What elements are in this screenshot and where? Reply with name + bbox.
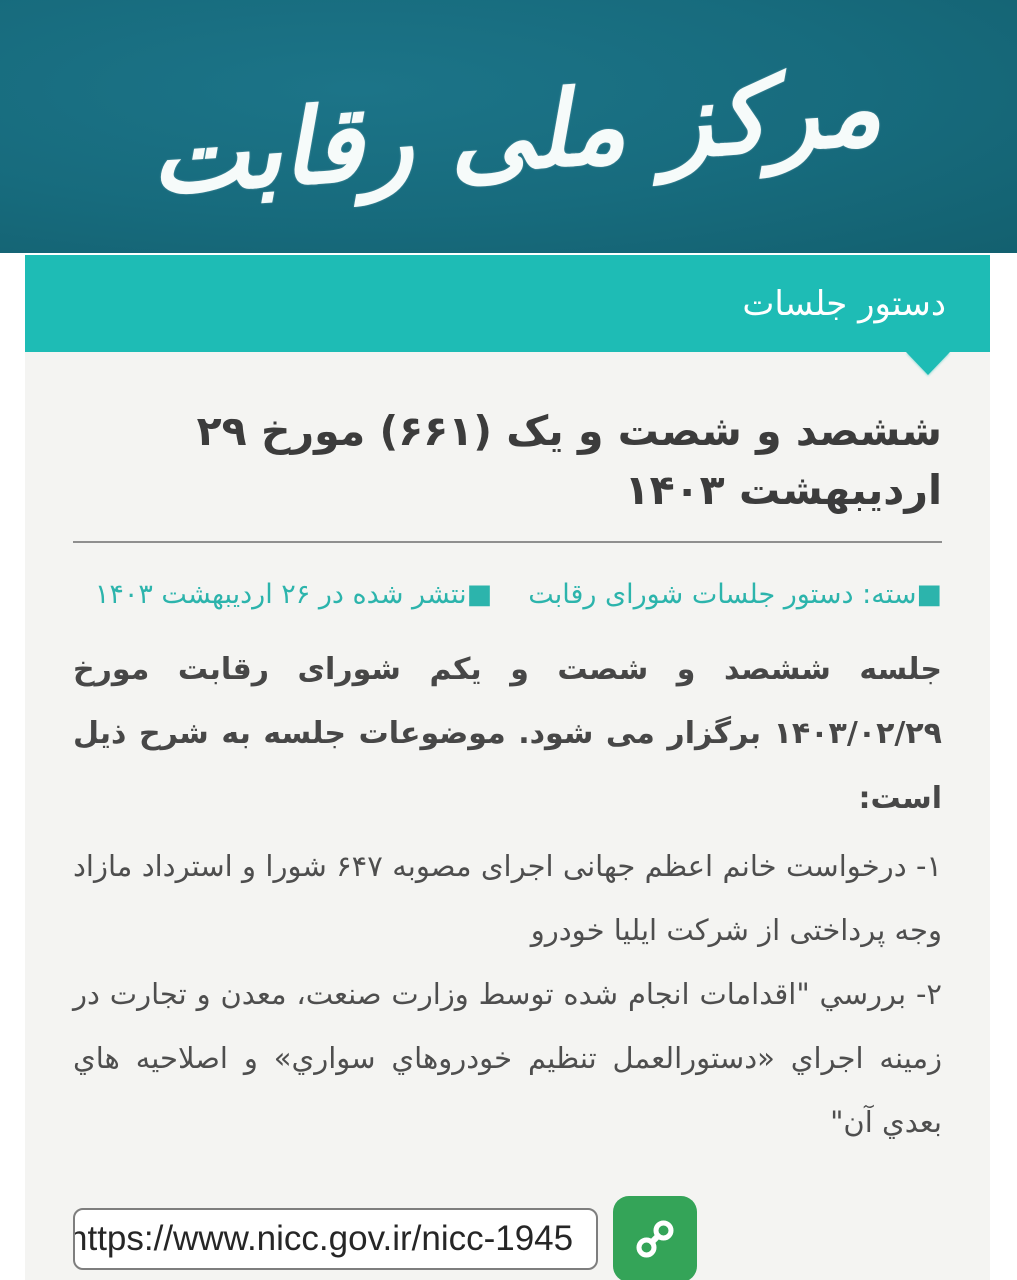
meta-category: ■سته: دستور جلسات شورای رقابت	[528, 578, 942, 610]
section-bar-wrap	[25, 255, 990, 352]
article-title: ششصد و شصت و یک (۶۶۱) مورخ ۲۹ اردیبهشت ۱۴۰۳	[196, 407, 942, 515]
link-icon	[632, 1216, 678, 1262]
article-intro: جلسه ششصد و شصت و یکم شورای رقابت مورخ ۱۴۰۳/۰۲/۲۹ برگزار می شود. موضوعات جلسه به شرح ذیل است:	[73, 651, 942, 816]
site-logo-calligraphy: مرکز ملی رقابت	[145, 44, 885, 219]
agenda-item-1: ۱- درخواست خانم اعظم جهانی اجرای مصوبه ۶۴۷ شورا و استرداد مازاد وجه پرداختی از شرکت ایلیا خودرو	[73, 849, 942, 948]
agenda-item-2: ۲- بررسي "اقدامات انجام شده توسط وزارت صنعت، معدن و تجارت در زمینه اجراي «دستورالعمل تنظیم خودروهاي سواري» و اصلاحیه هاي بعدي آن"	[73, 976, 942, 1139]
title-divider	[73, 541, 942, 543]
copy-link-button[interactable]	[613, 1196, 697, 1280]
share-row	[73, 1196, 942, 1280]
share-url-input[interactable]	[73, 1208, 598, 1270]
section-bar-label: دستور جلسات	[742, 283, 946, 324]
section-bar	[25, 255, 990, 352]
article-card	[25, 352, 990, 1280]
meta-published-date: ■نتشر شده در ۲۶ اردیبهشت ۱۴۰۳	[94, 578, 493, 610]
article-meta	[73, 579, 942, 610]
section-bar-pointer-triangle	[906, 352, 950, 375]
site-header-banner	[0, 0, 1017, 253]
